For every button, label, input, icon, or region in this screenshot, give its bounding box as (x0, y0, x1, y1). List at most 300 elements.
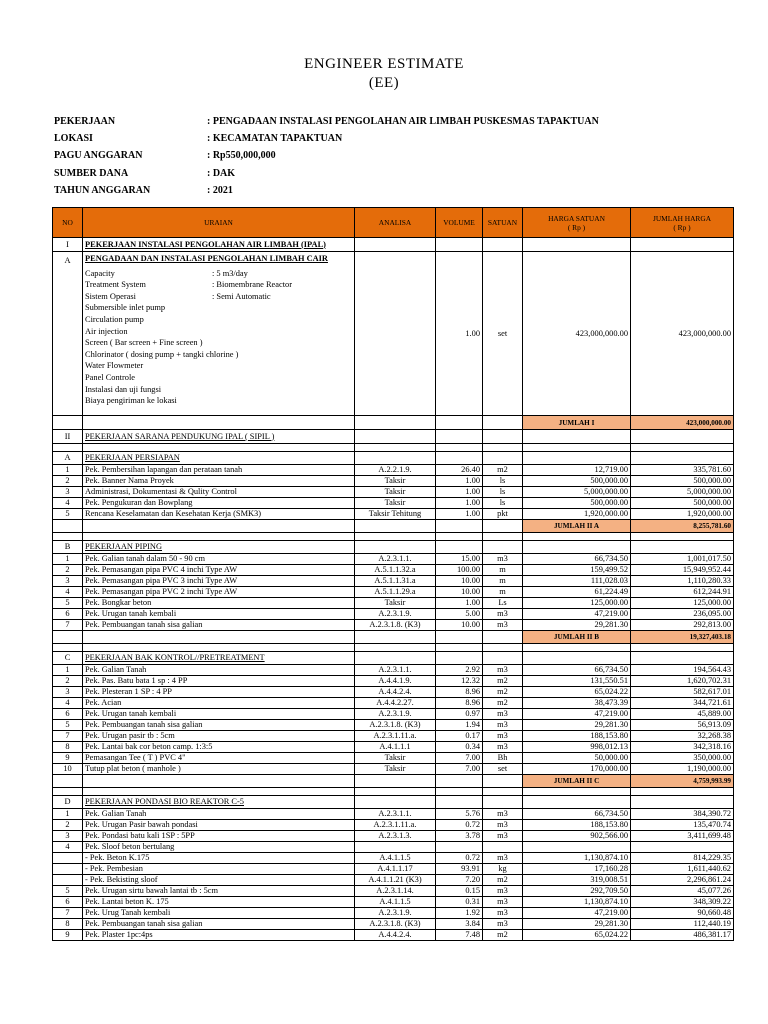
total-row (53, 775, 734, 788)
empty-cell (483, 444, 523, 452)
row-satuan: m2 (483, 698, 523, 709)
ipal-satuan: set (483, 252, 523, 416)
info-value: : PENGADAAN INSTALASI PENGOLAHAN AIR LIMBAH PUSKESMAS TAPAKTUAN (207, 116, 599, 128)
empty-cell (631, 644, 734, 652)
empty-cell (436, 652, 483, 665)
page-title: ENGINEER ESTIMATE (304, 56, 464, 72)
table-row (53, 465, 734, 476)
row-satuan (483, 842, 523, 853)
info-label: TAHUN ANGGARAN (54, 184, 151, 196)
row-volume: 10.00 (436, 576, 483, 587)
empty-cell (355, 416, 436, 430)
empty-cell (355, 541, 436, 554)
table-row (53, 620, 734, 631)
row-jumlah: 1,110,280.33 (631, 576, 734, 587)
row-analisa: A.2.3.1.8. (K3) (355, 720, 436, 731)
header-no: NO (53, 208, 83, 238)
row-jumlah: 194,564.43 (631, 665, 734, 676)
row-jumlah: 350,000.00 (631, 753, 734, 764)
empty-cell (83, 631, 355, 644)
row-analisa: A.4.4.2.27. (355, 698, 436, 709)
empty-cell (355, 520, 436, 533)
empty-cell (53, 631, 83, 644)
row-no: 2 (53, 676, 83, 687)
row-uraian: Pek. Pemasangan pipa PVC 2 inchi Type AW (83, 587, 355, 598)
row-jumlah: 1,001,017.50 (631, 554, 734, 565)
row-volume: 0.97 (436, 709, 483, 720)
project-info (54, 113, 599, 199)
section-title: PEKERJAAN SARANA PENDUKUNG IPAL ( SIPIL ) (83, 430, 355, 444)
table-row (53, 720, 734, 731)
row-uraian: Pek. Pembuangan tanah sisa galian (83, 720, 355, 731)
row-satuan: m3 (483, 731, 523, 742)
row-analisa: A.4.1.1.17 (355, 864, 436, 875)
row-volume: 7.20 (436, 875, 483, 886)
empty-cell (355, 788, 436, 796)
section-no: II (53, 430, 83, 444)
row-jumlah: 45,889.00 (631, 709, 734, 720)
row-harga: 47,219.00 (523, 609, 631, 620)
header-harga-satuan-unit: ( Rp ) (567, 222, 586, 232)
row-uraian: Pek. Pembuangan tanah sisa galian (83, 919, 355, 930)
group-header-row (53, 652, 734, 665)
row-harga: 66,734.50 (523, 554, 631, 565)
row-no: 5 (53, 598, 83, 609)
row-no: 7 (53, 908, 83, 919)
row-jumlah: 814,229.35 (631, 853, 734, 864)
empty-cell (83, 533, 355, 541)
spec-key: Treatment System (85, 280, 146, 290)
spec-key: Sistem Operasi (85, 291, 136, 301)
page-subtitle: (EE) (368, 75, 400, 91)
empty-cell (355, 631, 436, 644)
row-jumlah: 1,620,702.31 (631, 676, 734, 687)
row-no: 6 (53, 609, 83, 620)
row-volume: 0.31 (436, 897, 483, 908)
row-harga: 17,160.28 (523, 864, 631, 875)
info-value: : Rp550,000,000 (207, 150, 276, 162)
empty-cell (483, 452, 523, 465)
row-satuan: pkt (483, 509, 523, 520)
empty-cell (436, 520, 483, 533)
row-uraian: Pek. Pembersihan lapangan dan perataan tanah (83, 465, 355, 476)
row-no: 10 (53, 764, 83, 775)
empty-cell (523, 541, 631, 554)
spec-row (85, 268, 352, 280)
section-no: I (53, 238, 83, 252)
row-uraian: Pek. Plaster 1pc:4ps (83, 930, 355, 941)
row-satuan: m3 (483, 809, 523, 820)
row-uraian: Pek. Galian Tanah (83, 809, 355, 820)
empty-cell (355, 252, 436, 416)
empty-cell (355, 452, 436, 465)
row-no: 1 (53, 809, 83, 820)
empty-cell (483, 788, 523, 796)
row-satuan: m3 (483, 886, 523, 897)
row-harga: 61,224.49 (523, 587, 631, 598)
empty-cell (355, 796, 436, 809)
item-no: A (53, 252, 83, 416)
row-uraian: Pek. Urug Tanah kembali (83, 908, 355, 919)
empty-cell (523, 644, 631, 652)
spec-value: : Semi Automatic (212, 291, 271, 301)
row-jumlah: 125,000.00 (631, 598, 734, 609)
row-no: 7 (53, 731, 83, 742)
empty-cell (483, 533, 523, 541)
row-volume: 5.00 (436, 609, 483, 620)
empty-cell (483, 796, 523, 809)
row-jumlah: 292,813.00 (631, 620, 734, 631)
row-volume: 1.94 (436, 720, 483, 731)
row-volume: 93.91 (436, 864, 483, 875)
row-volume: 1.00 (436, 476, 483, 487)
row-jumlah: 344,721.61 (631, 698, 734, 709)
row-uraian: Pek. Galian Tanah (83, 665, 355, 676)
row-uraian: Pek. Urugan tanah kembali (83, 709, 355, 720)
spacer-row (53, 444, 734, 452)
empty-cell (436, 430, 483, 444)
row-no: 4 (53, 587, 83, 598)
row-satuan: ls (483, 476, 523, 487)
total-row (53, 520, 734, 533)
empty-cell (83, 416, 355, 430)
row-jumlah: 384,390.72 (631, 809, 734, 820)
row-volume: 1.00 (436, 598, 483, 609)
row-analisa: A.2.3.1.11.a. (355, 820, 436, 831)
row-no: 4 (53, 842, 83, 853)
row-volume: 1.00 (436, 487, 483, 498)
total-value: 8,255,781.60 (631, 520, 734, 533)
row-analisa: A.2.3.1.14. (355, 886, 436, 897)
ipal-item: Screen ( Bar screen + Fine screen ) (85, 338, 203, 348)
row-satuan: m3 (483, 620, 523, 631)
row-jumlah: 2,296,861.24 (631, 875, 734, 886)
empty-cell (483, 631, 523, 644)
table-row (53, 554, 734, 565)
empty-cell (436, 788, 483, 796)
row-satuan: m3 (483, 831, 523, 842)
row-uraian: Pek. Pemasangan pipa PVC 4 inchi Type AW (83, 565, 355, 576)
header-analisa: ANALISA (355, 208, 436, 238)
empty-cell (523, 533, 631, 541)
table-row (53, 908, 734, 919)
empty-cell (53, 775, 83, 788)
empty-cell (83, 788, 355, 796)
header-harga-satuan (523, 208, 631, 238)
empty-cell (436, 541, 483, 554)
row-volume (436, 842, 483, 853)
group-no: B (53, 541, 83, 554)
row-analisa: A.5.1.1.31.a (355, 576, 436, 587)
empty-cell (631, 533, 734, 541)
row-no: 6 (53, 897, 83, 908)
ipal-harga: 423,000,000.00 (523, 252, 631, 416)
row-no: 5 (53, 720, 83, 731)
row-analisa: A.2.3.1.3. (355, 831, 436, 842)
row-jumlah: 1,611,440.62 (631, 864, 734, 875)
group-no: A (53, 452, 83, 465)
row-uraian: Rencana Keselamatan dan Kesehatan Kerja (SMK3) (83, 509, 355, 520)
row-no: 2 (53, 476, 83, 487)
ipal-item: Instalasi dan uji fungsi (85, 384, 162, 394)
row-analisa: A.4.1.1.1 (355, 742, 436, 753)
row-no: 2 (53, 820, 83, 831)
row-no: 5 (53, 509, 83, 520)
empty-cell (631, 430, 734, 444)
spec-row (85, 279, 352, 291)
row-uraian: Pek. Galian tanah dalam 50 - 90 cm (83, 554, 355, 565)
row-satuan: m2 (483, 930, 523, 941)
row-no (53, 853, 83, 864)
empty-cell (436, 416, 483, 430)
row-jumlah (631, 842, 734, 853)
row-jumlah: 56,913.09 (631, 720, 734, 731)
row-jumlah: 1,920,000.00 (631, 509, 734, 520)
empty-cell (523, 652, 631, 665)
empty-cell (355, 533, 436, 541)
estimate-table (52, 207, 734, 941)
row-harga: 170,000.00 (523, 764, 631, 775)
row-satuan: m3 (483, 908, 523, 919)
row-harga: 998,012.13 (523, 742, 631, 753)
row-volume: 15.00 (436, 554, 483, 565)
row-volume: 7.00 (436, 753, 483, 764)
row-uraian: Pek. Sloof beton bertulang (83, 842, 355, 853)
row-jumlah: 348,309.22 (631, 897, 734, 908)
row-volume: 5.76 (436, 809, 483, 820)
row-harga: 111,028.03 (523, 576, 631, 587)
empty-cell (53, 444, 83, 452)
row-harga: 66,734.50 (523, 665, 631, 676)
group-title: PEKERJAAN BAK KONTROL//PRETREATMENT (83, 652, 355, 665)
info-label: PAGU ANGGARAN (54, 150, 143, 162)
row-uraian: Pek. Urugan pasir tb : 5cm (83, 731, 355, 742)
row-analisa: A.2.3.1.8. (K3) (355, 620, 436, 631)
row-satuan: m3 (483, 897, 523, 908)
section-title: PEKERJAAN INSTALASI PENGOLAHAN AIR LIMBAH (IPAL) (83, 238, 355, 252)
row-no: 5 (53, 886, 83, 897)
row-analisa: A.2.3.1.8. (K3) (355, 919, 436, 930)
row-uraian: Pek. Pas. Batu bata 1 sp : 4 PP (83, 676, 355, 687)
info-row (54, 130, 599, 147)
total-label: JUMLAH II B (523, 631, 631, 644)
row-harga: 902,566.00 (523, 831, 631, 842)
row-uraian: Pek. Urugan Pasir bawah pondasi (83, 820, 355, 831)
table-row (53, 842, 734, 853)
spec-value: : 5 m3/day (212, 268, 248, 278)
row-uraian: Pek. Pembuangan tanah sisa galian (83, 620, 355, 631)
empty-cell (631, 788, 734, 796)
row-harga: 159,499.52 (523, 565, 631, 576)
table-row (53, 864, 734, 875)
row-analisa: Taksir (355, 764, 436, 775)
ipal-item: Panel Controle (85, 372, 136, 382)
row-analisa: Taksir (355, 498, 436, 509)
row-satuan: set (483, 764, 523, 775)
row-jumlah: 45,077.26 (631, 886, 734, 897)
row-volume: 26.40 (436, 465, 483, 476)
row-volume: 10.00 (436, 620, 483, 631)
table-row (53, 820, 734, 831)
row-satuan: ls (483, 498, 523, 509)
row-jumlah: 335,781.60 (631, 465, 734, 476)
row-jumlah: 32,268.38 (631, 731, 734, 742)
empty-cell (483, 416, 523, 430)
row-satuan: m (483, 576, 523, 587)
row-uraian: - Pek. Beton K.175 (83, 853, 355, 864)
row-satuan: m3 (483, 742, 523, 753)
empty-cell (523, 444, 631, 452)
table-row (53, 886, 734, 897)
row-analisa: A.2.3.1.9. (355, 709, 436, 720)
row-uraian: Pek. Banner Nama Proyek (83, 476, 355, 487)
row-analisa: A.4.1.1.21 (K3) (355, 875, 436, 886)
row-no: 1 (53, 465, 83, 476)
empty-cell (355, 644, 436, 652)
row-uraian: Tutup plat beton ( manhole ) (83, 764, 355, 775)
ipal-subtitle: PENGADAAN DAN INSTALASI PENGOLAHAN LIMBAH CAIR (85, 254, 328, 263)
row-uraian: - Pek. Pembesian (83, 864, 355, 875)
info-row (54, 182, 599, 199)
group-title: PEKERJAAN PONDASI BIO REAKTOR C-5 (83, 796, 355, 809)
group-header-row (53, 796, 734, 809)
row-volume: 8.96 (436, 698, 483, 709)
row-no: 9 (53, 930, 83, 941)
empty-cell (483, 652, 523, 665)
group-header-row (53, 452, 734, 465)
table-row (53, 919, 734, 930)
table-row (53, 731, 734, 742)
table-row (53, 853, 734, 864)
table-row (53, 609, 734, 620)
row-volume: 1.00 (436, 509, 483, 520)
row-no (53, 864, 83, 875)
empty-cell (355, 652, 436, 665)
row-harga: 38,473.39 (523, 698, 631, 709)
row-harga: 292,709.50 (523, 886, 631, 897)
row-satuan: m3 (483, 709, 523, 720)
row-uraian: Pek. Pengukuran dan Bowplang (83, 498, 355, 509)
row-volume: 3.84 (436, 919, 483, 930)
row-harga: 131,550.51 (523, 676, 631, 687)
row-satuan: ls (483, 487, 523, 498)
row-satuan: m3 (483, 820, 523, 831)
row-volume: 1.92 (436, 908, 483, 919)
info-value: : KECAMATAN TAPAKTUAN (207, 133, 343, 145)
empty-cell (83, 444, 355, 452)
empty-cell (483, 644, 523, 652)
row-no: 8 (53, 742, 83, 753)
spacer-row (53, 788, 734, 796)
row-satuan: m3 (483, 609, 523, 620)
row-satuan: kg (483, 864, 523, 875)
table-row (53, 676, 734, 687)
row-harga: 29,281.30 (523, 620, 631, 631)
row-analisa: A.5.1.1.32.a (355, 565, 436, 576)
row-analisa: Taksir (355, 598, 436, 609)
row-no: 3 (53, 831, 83, 842)
row-volume: 0.15 (436, 886, 483, 897)
total-row (53, 416, 734, 430)
info-row (54, 165, 599, 182)
table-row (53, 875, 734, 886)
info-value: : DAK (207, 167, 236, 179)
row-uraian: Pek. Lantai beton K. 175 (83, 897, 355, 908)
row-no: 4 (53, 698, 83, 709)
empty-cell (631, 541, 734, 554)
row-harga: 1,130,874.10 (523, 853, 631, 864)
row-jumlah: 486,381.17 (631, 930, 734, 941)
empty-cell (355, 238, 436, 252)
row-jumlah: 3,411,699.48 (631, 831, 734, 842)
row-harga: 1,130,874.10 (523, 897, 631, 908)
row-no: 3 (53, 576, 83, 587)
empty-cell (355, 430, 436, 444)
header-jumlah-harga-unit: ( Rp ) (673, 222, 691, 232)
row-analisa: A.2.3.1.1. (355, 554, 436, 565)
row-analisa: A.4.4.2.4. (355, 930, 436, 941)
header-volume: VOLUME (436, 208, 483, 238)
row-no: 7 (53, 620, 83, 631)
total-value: 19,327,403.18 (631, 631, 734, 644)
row-harga: 47,219.00 (523, 908, 631, 919)
table-row (53, 498, 734, 509)
spacer-row (53, 533, 734, 541)
row-analisa: Taksir (355, 487, 436, 498)
empty-cell (53, 788, 83, 796)
row-satuan: m (483, 565, 523, 576)
row-uraian: Pek. Acian (83, 698, 355, 709)
row-satuan: m2 (483, 875, 523, 886)
table-row (53, 509, 734, 520)
row-uraian: Pek. Bongkar beton (83, 598, 355, 609)
row-satuan: Bh (483, 753, 523, 764)
empty-cell (83, 644, 355, 652)
table-row (53, 687, 734, 698)
row-harga: 125,000.00 (523, 598, 631, 609)
row-analisa: A.2.3.1.1. (355, 809, 436, 820)
empty-cell (53, 644, 83, 652)
row-jumlah: 236,095.00 (631, 609, 734, 620)
empty-cell (523, 788, 631, 796)
header-uraian: URAIAN (83, 208, 355, 238)
row-volume: 0.34 (436, 742, 483, 753)
empty-cell (83, 775, 355, 788)
row-jumlah: 342,318.16 (631, 742, 734, 753)
ipal-jumlah: 423,000,000.00 (631, 252, 734, 416)
table-row (53, 665, 734, 676)
table-row (53, 742, 734, 753)
row-analisa: A.2.3.1.11.a. (355, 731, 436, 742)
row-analisa: A.2.3.1.1. (355, 665, 436, 676)
empty-cell (523, 796, 631, 809)
row-analisa: A.4.1.1.5 (355, 897, 436, 908)
header-jumlah-harga-label: JUMLAH HARGA (652, 213, 712, 223)
table-row (53, 698, 734, 709)
empty-cell (436, 238, 483, 252)
row-uraian: Pek. Urugan tanah kembali (83, 609, 355, 620)
row-analisa: Taksir (355, 476, 436, 487)
row-no: 4 (53, 498, 83, 509)
empty-cell (523, 452, 631, 465)
spec-row (85, 291, 352, 303)
empty-cell (436, 775, 483, 788)
row-analisa: A.5.1.1.29.a (355, 587, 436, 598)
row-uraian: Pek. Plesteran 1 SP : 4 PP (83, 687, 355, 698)
row-harga: 188,153.80 (523, 731, 631, 742)
empty-cell (483, 541, 523, 554)
row-harga: 65,024.22 (523, 687, 631, 698)
